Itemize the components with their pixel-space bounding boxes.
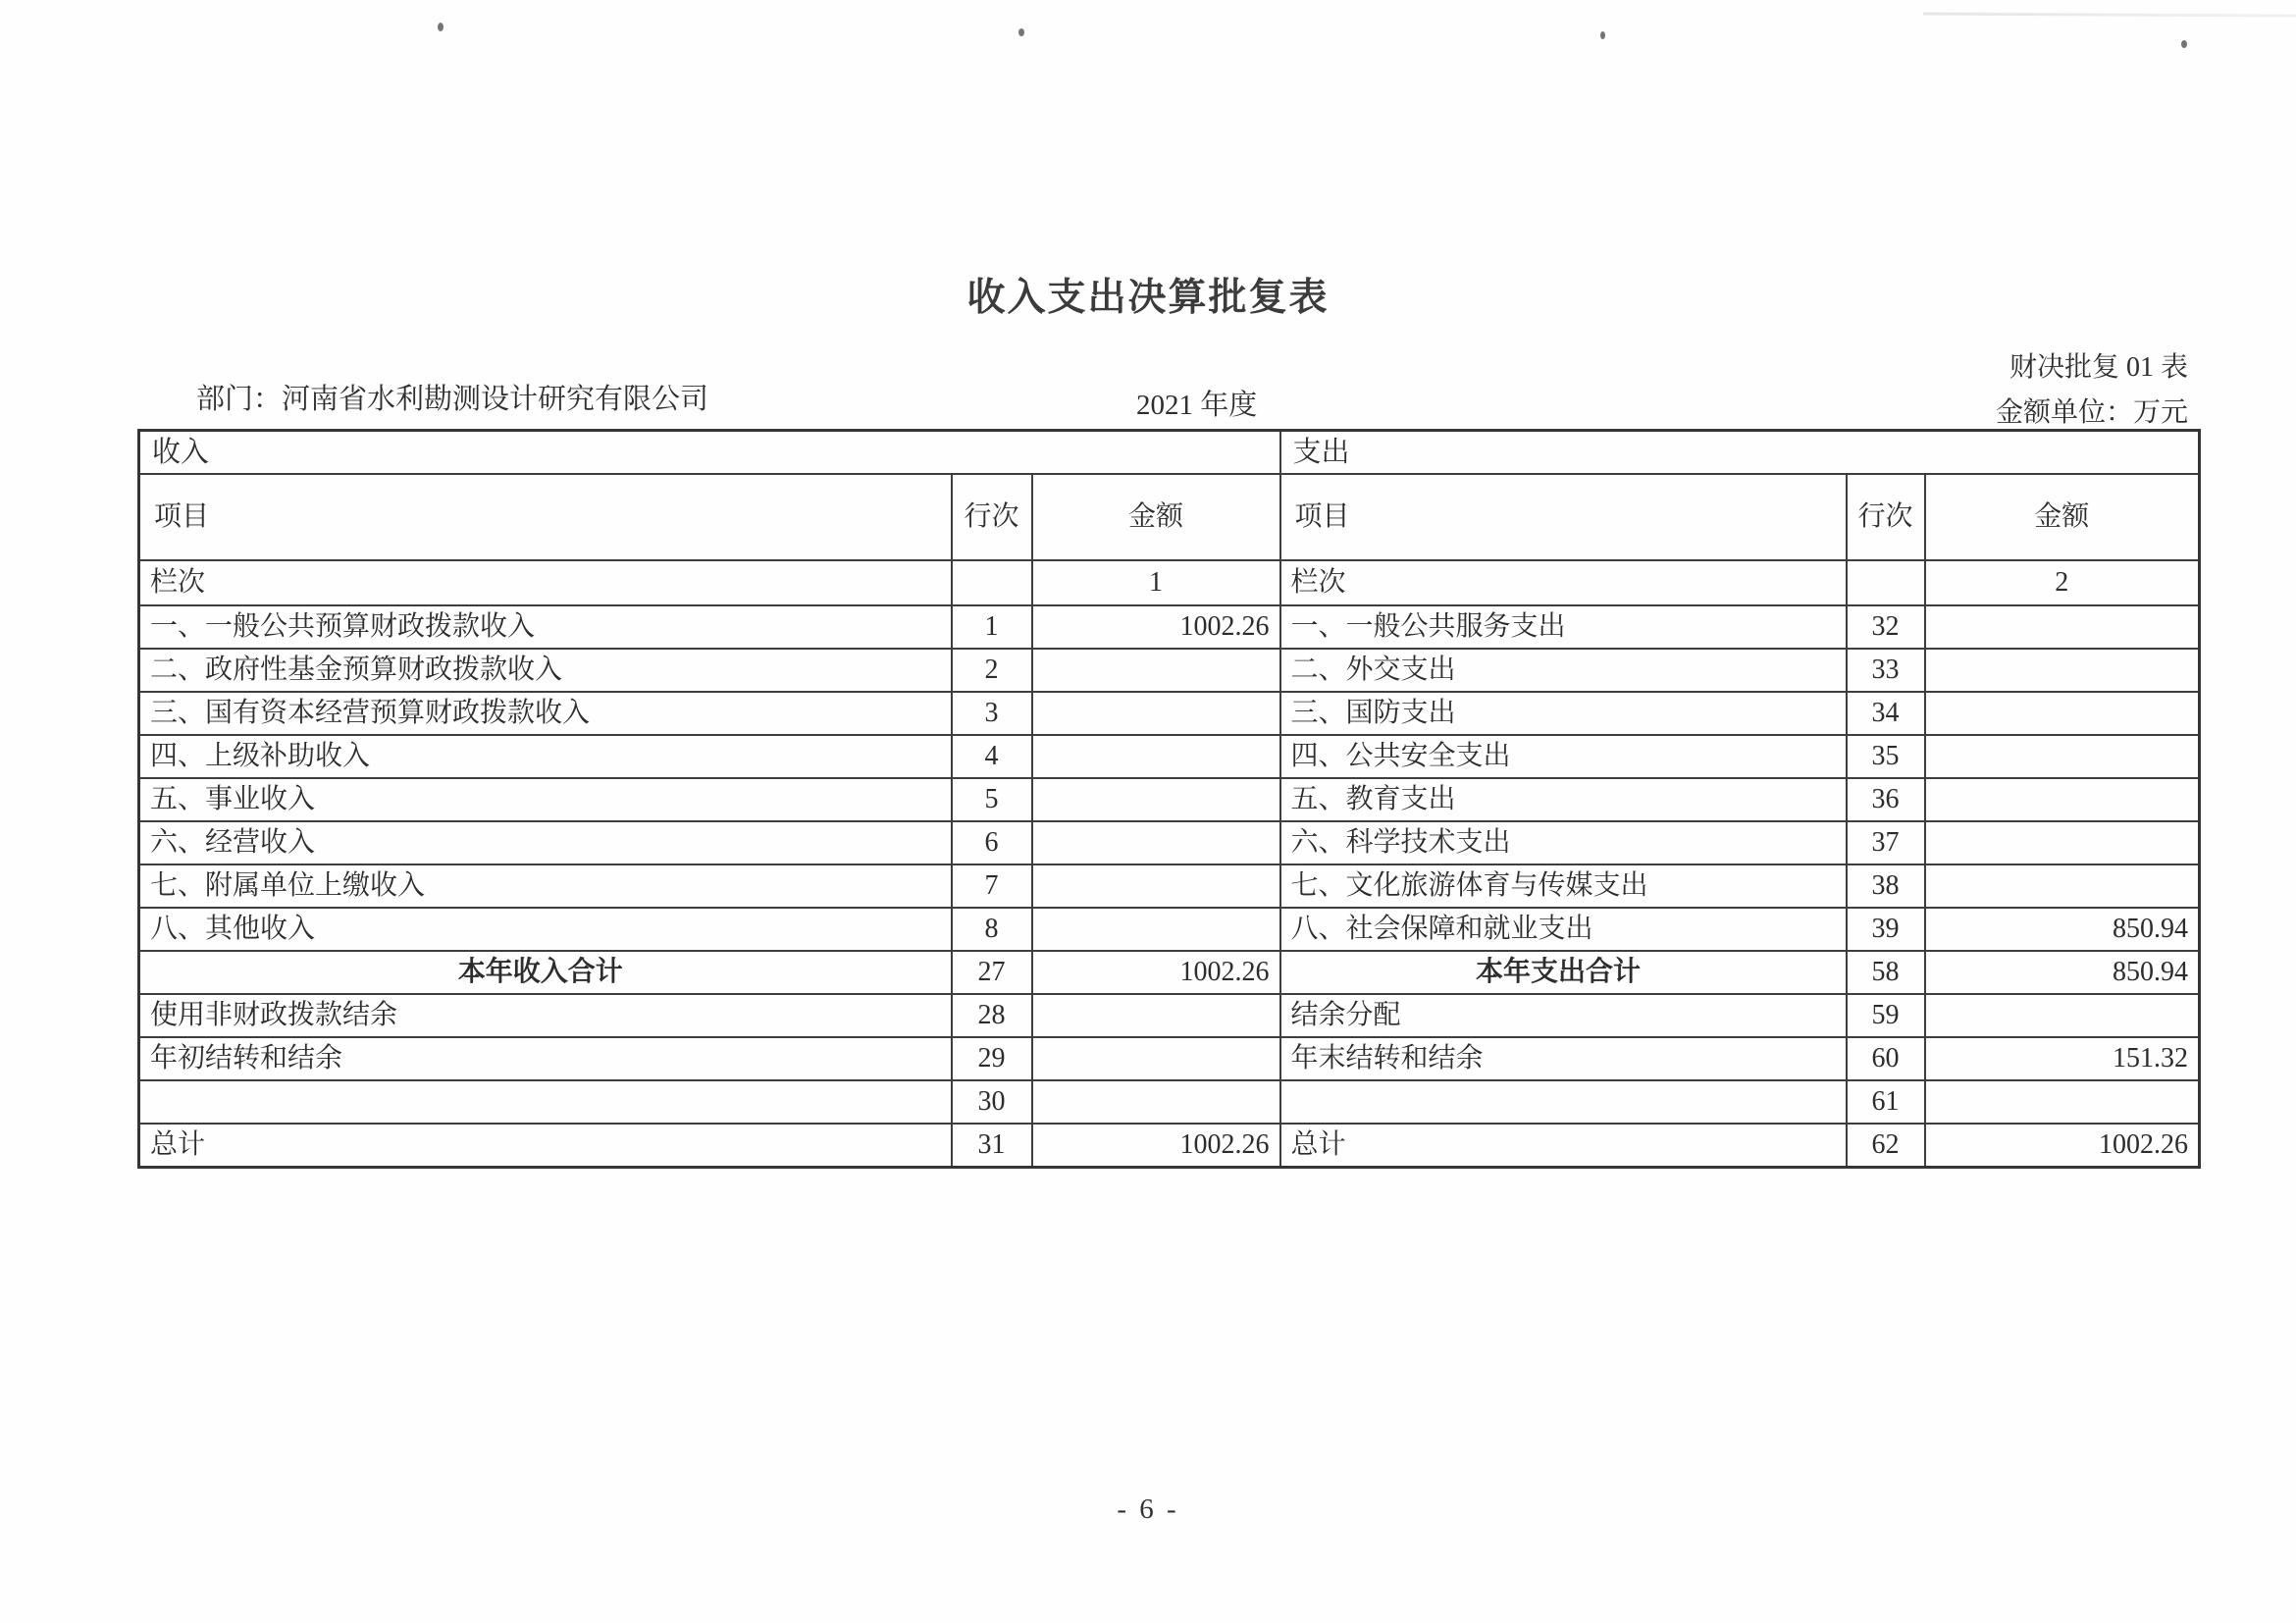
table-row [139,1037,2200,1080]
line-no-cell: 59 [1847,994,1925,1037]
income-item-col-header: 项目 [139,474,952,560]
line-no-cell: 27 [952,951,1032,994]
line-no-cell: 39 [1847,908,1925,951]
page-title: 收入支出决算批复表 [966,277,1330,319]
amount-cell [1925,994,2200,1037]
line-no-cell: 28 [952,994,1032,1037]
amount-cell [1032,864,1280,908]
scan-speck [438,23,444,31]
line-no-cell: 7 [952,864,1032,908]
item-cell: 六、经营收入 [139,821,952,864]
item-cell: 三、国防支出 [1280,692,1847,735]
expense-line-col-header: 行次 [1847,474,1925,560]
item-cell: 八、社会保障和就业支出 [1280,908,1847,951]
line-no-cell: 37 [1847,821,1925,864]
table-row [139,778,2200,821]
item-cell: 年末结转和结余 [1280,1037,1847,1080]
amount-cell: 1002.26 [1032,951,1280,994]
item-cell [139,1080,952,1124]
line-no-cell: 29 [952,1037,1032,1080]
table-row [139,692,2200,735]
income-column-number: 1 [1032,560,1280,605]
item-cell: 二、外交支出 [1280,649,1847,692]
income-line-col-header: 行次 [952,474,1032,560]
amount-cell: 850.94 [1925,908,2200,951]
department-line: 部门：河南省水利勘测设计研究有限公司 [196,384,709,415]
item-cell: 三、国有资本经营预算财政拨款收入 [139,692,952,735]
amount-cell [1925,864,2200,908]
line-no-cell: 36 [1847,778,1925,821]
amount-cell [1925,649,2200,692]
item-cell: 本年收入合计 [139,951,952,994]
amount-cell [1032,821,1280,864]
income-section-label: 收入 [139,431,1280,475]
item-cell: 五、事业收入 [139,778,952,821]
amount-cell [1925,1080,2200,1124]
amount-cell [1925,692,2200,735]
item-cell: 七、附属单位上缴收入 [139,864,952,908]
scan-streak [1923,13,2296,19]
item-cell: 年初结转和结余 [139,1037,952,1080]
income-lanci-label: 栏次 [139,560,952,605]
amount-cell: 1002.26 [1925,1124,2200,1168]
item-cell: 七、文化旅游体育与传媒支出 [1280,864,1847,908]
table-row [139,994,2200,1037]
scan-speck [1018,28,1024,36]
amount-cell: 850.94 [1925,951,2200,994]
line-no-cell: 35 [1847,735,1925,778]
scan-speck [2181,40,2187,48]
line-no-cell: 5 [952,778,1032,821]
amount-cell: 1002.26 [1032,1124,1280,1168]
budget-table [137,429,2201,1169]
item-cell: 本年支出合计 [1280,951,1847,994]
amount-cell [1925,778,2200,821]
item-cell: 八、其他收入 [139,908,952,951]
expense-section-label: 支出 [1280,431,2200,475]
item-cell: 四、上级补助收入 [139,735,952,778]
item-cell [1280,1080,1847,1124]
line-no-cell: 8 [952,908,1032,951]
income-amount-col-header: 金额 [1032,474,1280,560]
expense-amount-col-header: 金额 [1925,474,2200,560]
amount-cell [1032,778,1280,821]
income-lanci-blank [952,560,1032,605]
amount-cell [1032,1080,1280,1124]
table-row [139,735,2200,778]
fiscal-year-label: 2021 年度 [1136,390,1258,421]
item-cell: 使用非财政拨款结余 [139,994,952,1037]
item-cell: 一、一般公共预算财政拨款收入 [139,605,952,649]
amount-cell: 151.32 [1925,1037,2200,1080]
item-cell: 五、教育支出 [1280,778,1847,821]
item-cell: 一、一般公共服务支出 [1280,605,1847,649]
item-cell: 二、政府性基金预算财政拨款收入 [139,649,952,692]
line-no-cell: 4 [952,735,1032,778]
table-body [139,605,2200,1168]
line-no-cell: 30 [952,1080,1032,1124]
item-cell: 总计 [1280,1124,1847,1168]
line-no-cell: 33 [1847,649,1925,692]
amount-cell [1925,735,2200,778]
line-no-cell: 32 [1847,605,1925,649]
item-cell: 结余分配 [1280,994,1847,1037]
table-row [139,1124,2200,1168]
item-cell: 六、科学技术支出 [1280,821,1847,864]
line-no-cell: 61 [1847,1080,1925,1124]
expense-item-col-header: 项目 [1280,474,1847,560]
amount-cell [1925,821,2200,864]
table-row [139,951,2200,994]
line-no-cell: 34 [1847,692,1925,735]
table-row [139,908,2200,951]
table-row [139,605,2200,649]
item-cell: 总计 [139,1124,952,1168]
column-header-row [139,474,2200,560]
amount-cell [1032,994,1280,1037]
line-no-cell: 6 [952,821,1032,864]
amount-cell [1032,735,1280,778]
table-row [139,821,2200,864]
amount-unit-label: 金额单位：万元 [1995,397,2188,428]
page-number: - 6 - [1117,1493,1179,1525]
column-index-row [139,560,2200,605]
expense-column-number: 2 [1925,560,2200,605]
expense-lanci-label: 栏次 [1280,560,1847,605]
section-header-row [139,431,2200,475]
scan-speck [1600,31,1605,39]
table-row [139,649,2200,692]
table-row [139,864,2200,908]
amount-cell [1032,649,1280,692]
amount-cell: 1002.26 [1032,605,1280,649]
form-code-label: 财决批复 01 表 [2009,352,2188,383]
amount-cell [1032,908,1280,951]
line-no-cell: 60 [1847,1037,1925,1080]
line-no-cell: 38 [1847,864,1925,908]
table-row [139,1080,2200,1124]
line-no-cell: 2 [952,649,1032,692]
amount-cell [1032,692,1280,735]
line-no-cell: 58 [1847,951,1925,994]
line-no-cell: 62 [1847,1124,1925,1168]
expense-lanci-blank [1847,560,1925,605]
amount-cell [1925,605,2200,649]
line-no-cell: 1 [952,605,1032,649]
item-cell: 四、公共安全支出 [1280,735,1847,778]
amount-cell [1032,1037,1280,1080]
line-no-cell: 31 [952,1124,1032,1168]
line-no-cell: 3 [952,692,1032,735]
